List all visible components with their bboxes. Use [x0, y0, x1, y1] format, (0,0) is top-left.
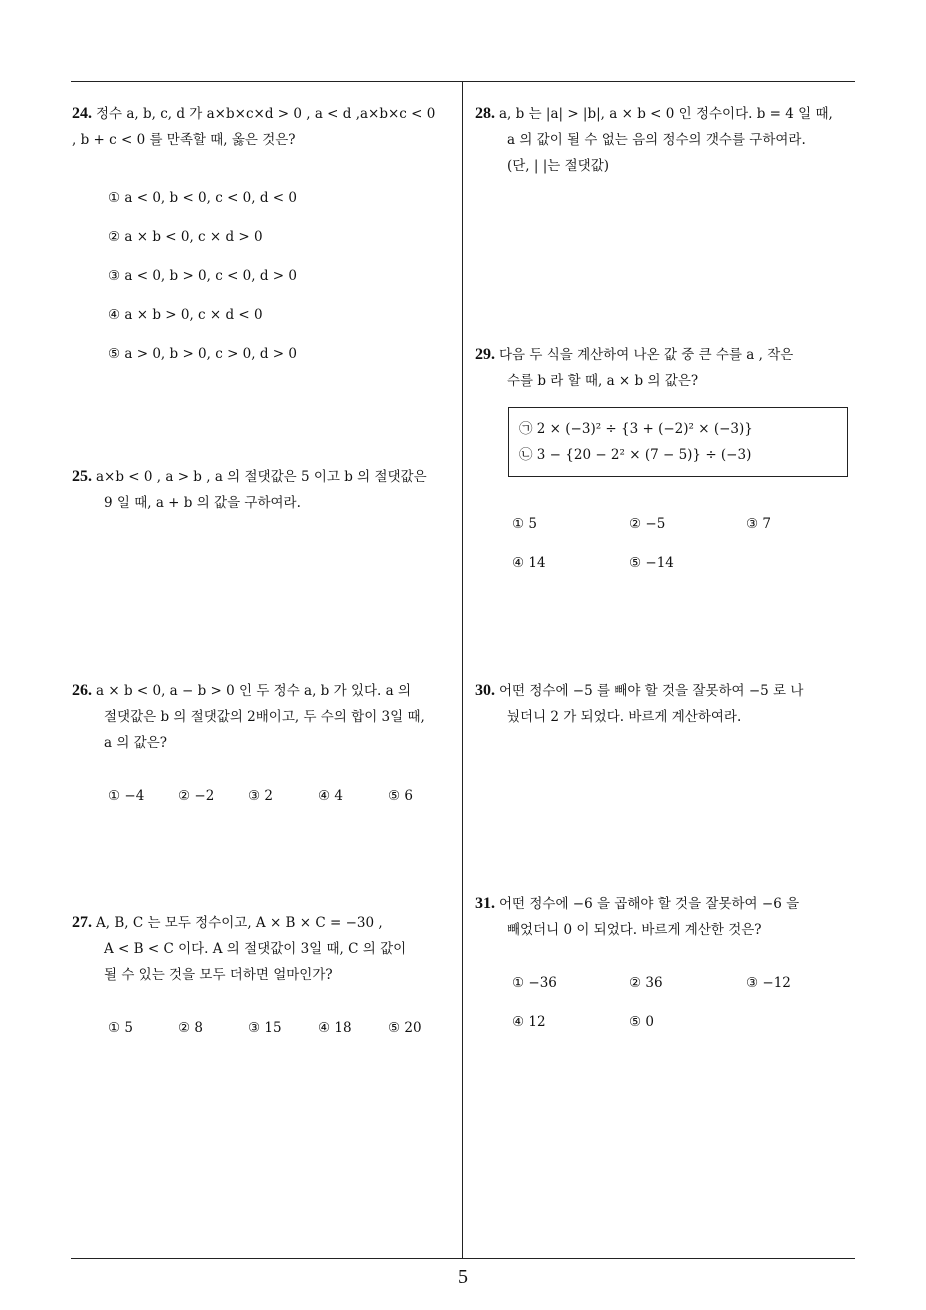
- q25-line1: 25. a×b < 0 , a > b , a 의 절댓값은 5 이고 b 의 절댓값은: [72, 468, 427, 485]
- q27-options: [108, 1020, 458, 1036]
- q31-line2: 빼었더니 0 이 되었다. 바르게 계산한 것은?: [507, 922, 762, 938]
- q24-options: [108, 185, 297, 380]
- bottom-rule: [71, 1258, 855, 1259]
- q27-option-3[interactable]: ③ 15: [248, 1020, 282, 1036]
- q26-option-4[interactable]: ④ 4: [318, 788, 343, 804]
- q29-number: 29.: [475, 346, 495, 363]
- q25-number: 25.: [72, 468, 92, 485]
- q26-option-1[interactable]: ① −4: [108, 788, 145, 804]
- q27-line2: A < B < C 이다. A 의 절댓값이 3일 때, C 의 값이: [104, 941, 407, 957]
- q29-line1: 29. 다음 두 식을 계산하여 나온 값 중 큰 수를 a , 작은: [475, 346, 794, 363]
- q31-option-4[interactable]: ④ 12: [512, 1014, 546, 1030]
- q28-line1: 28. a, b 는 |a| > |b|, a × b < 0 인 정수이다. b = 4 일 때,: [475, 105, 833, 122]
- q29-option-4[interactable]: ④ 14: [512, 555, 546, 571]
- q26-line3: a 의 값은?: [104, 735, 167, 751]
- question-30: [475, 678, 859, 730]
- q29-line2: 수를 b 라 할 때, a × b 의 값은?: [507, 373, 699, 389]
- q29-expression-1: ㉠ 2 × (−3)² ÷ {3 + (−2)² × (−3)}: [519, 421, 753, 437]
- q29-option-3[interactable]: ③ 7: [746, 516, 771, 532]
- question-28: [475, 101, 859, 179]
- q29-expression-2: ㉡ 3 − {20 − 2² × (7 − 5)} ÷ (−3): [519, 447, 752, 463]
- q30-number: 30.: [475, 682, 495, 699]
- column-divider: [462, 82, 463, 1258]
- q29-options-row1: [512, 516, 826, 532]
- q29-option-2[interactable]: ② −5: [629, 516, 666, 532]
- q27-line1: 27. A, B, C 는 모두 정수이고, A × B × C = −30 ,: [72, 914, 383, 931]
- q28-number: 28.: [475, 105, 495, 122]
- q29-option-1[interactable]: ① 5: [512, 516, 537, 532]
- q31-number: 31.: [475, 895, 495, 912]
- top-rule: [71, 81, 855, 82]
- q26-line1: 26. a × b < 0, a − b > 0 인 두 정수 a, b 가 있다. a 의: [72, 682, 411, 699]
- question-25: [72, 464, 458, 516]
- q29-options-row2: [512, 555, 746, 571]
- q31-options-row2: [512, 1014, 746, 1030]
- q24-option-1[interactable]: ① a < 0, b < 0, c < 0, d < 0: [108, 190, 297, 206]
- q27-option-1[interactable]: ① 5: [108, 1020, 133, 1036]
- q26-line2: 절댓값은 b 의 절댓값의 2배이고, 두 수의 합이 3일 때,: [104, 709, 425, 725]
- q31-option-3[interactable]: ③ −12: [746, 975, 791, 991]
- q30-line2: 눴더니 2 가 되었다. 바르게 계산하여라.: [507, 709, 742, 725]
- q31-options-row1: [512, 975, 836, 991]
- question-27: [72, 910, 458, 988]
- q30-line1: 30. 어떤 정수에 −5 를 빼야 할 것을 잘못하여 −5 로 나: [475, 682, 804, 699]
- q29-expression-box: [508, 407, 848, 477]
- q31-option-5[interactable]: ⑤ 0: [629, 1014, 654, 1030]
- q27-option-2[interactable]: ② 8: [178, 1020, 203, 1036]
- q24-option-4[interactable]: ④ a × b > 0, c × d < 0: [108, 307, 263, 323]
- q26-option-3[interactable]: ③ 2: [248, 788, 273, 804]
- q24-option-3[interactable]: ③ a < 0, b > 0, c < 0, d > 0: [108, 268, 297, 284]
- q24-option-2[interactable]: ② a × b < 0, c × d > 0: [108, 229, 263, 245]
- q27-option-4[interactable]: ④ 18: [318, 1020, 352, 1036]
- question-31: [475, 891, 859, 943]
- page-number: 5: [458, 1266, 468, 1288]
- q27-option-5[interactable]: ⑤ 20: [388, 1020, 422, 1036]
- question-26: [72, 678, 458, 756]
- q24-number: 24.: [72, 105, 92, 122]
- q25-line2: 9 일 때, a + b 의 값을 구하여라.: [104, 495, 301, 511]
- q28-line2: a 의 값이 될 수 없는 음의 정수의 갯수를 구하여라.: [507, 132, 806, 148]
- q26-number: 26.: [72, 682, 92, 699]
- q24-line1: 24. 정수 a, b, c, d 가 a×b×c×d > 0 , a < d ,a×b×c < 0: [72, 105, 436, 122]
- q28-line3: (단, | |는 절댓값): [507, 158, 610, 174]
- question-29: [475, 342, 859, 394]
- q29-option-5[interactable]: ⑤ −14: [629, 555, 674, 571]
- q26-options: [108, 788, 458, 804]
- q24-option-5[interactable]: ⑤ a > 0, b > 0, c > 0, d > 0: [108, 346, 297, 362]
- q26-option-2[interactable]: ② −2: [178, 788, 215, 804]
- q31-line1: 31. 어떤 정수에 −6 을 곱해야 할 것을 잘못하여 −6 을: [475, 895, 800, 912]
- q31-option-2[interactable]: ② 36: [629, 975, 663, 991]
- q27-number: 27.: [72, 914, 92, 931]
- q31-option-1[interactable]: ① −36: [512, 975, 557, 991]
- q27-line3: 될 수 있는 것을 모두 더하면 얼마인가?: [104, 967, 333, 983]
- q26-option-5[interactable]: ⑤ 6: [388, 788, 413, 804]
- question-24: [72, 101, 458, 153]
- q24-line2: , b + c < 0 를 만족할 때, 옳은 것은?: [72, 132, 296, 148]
